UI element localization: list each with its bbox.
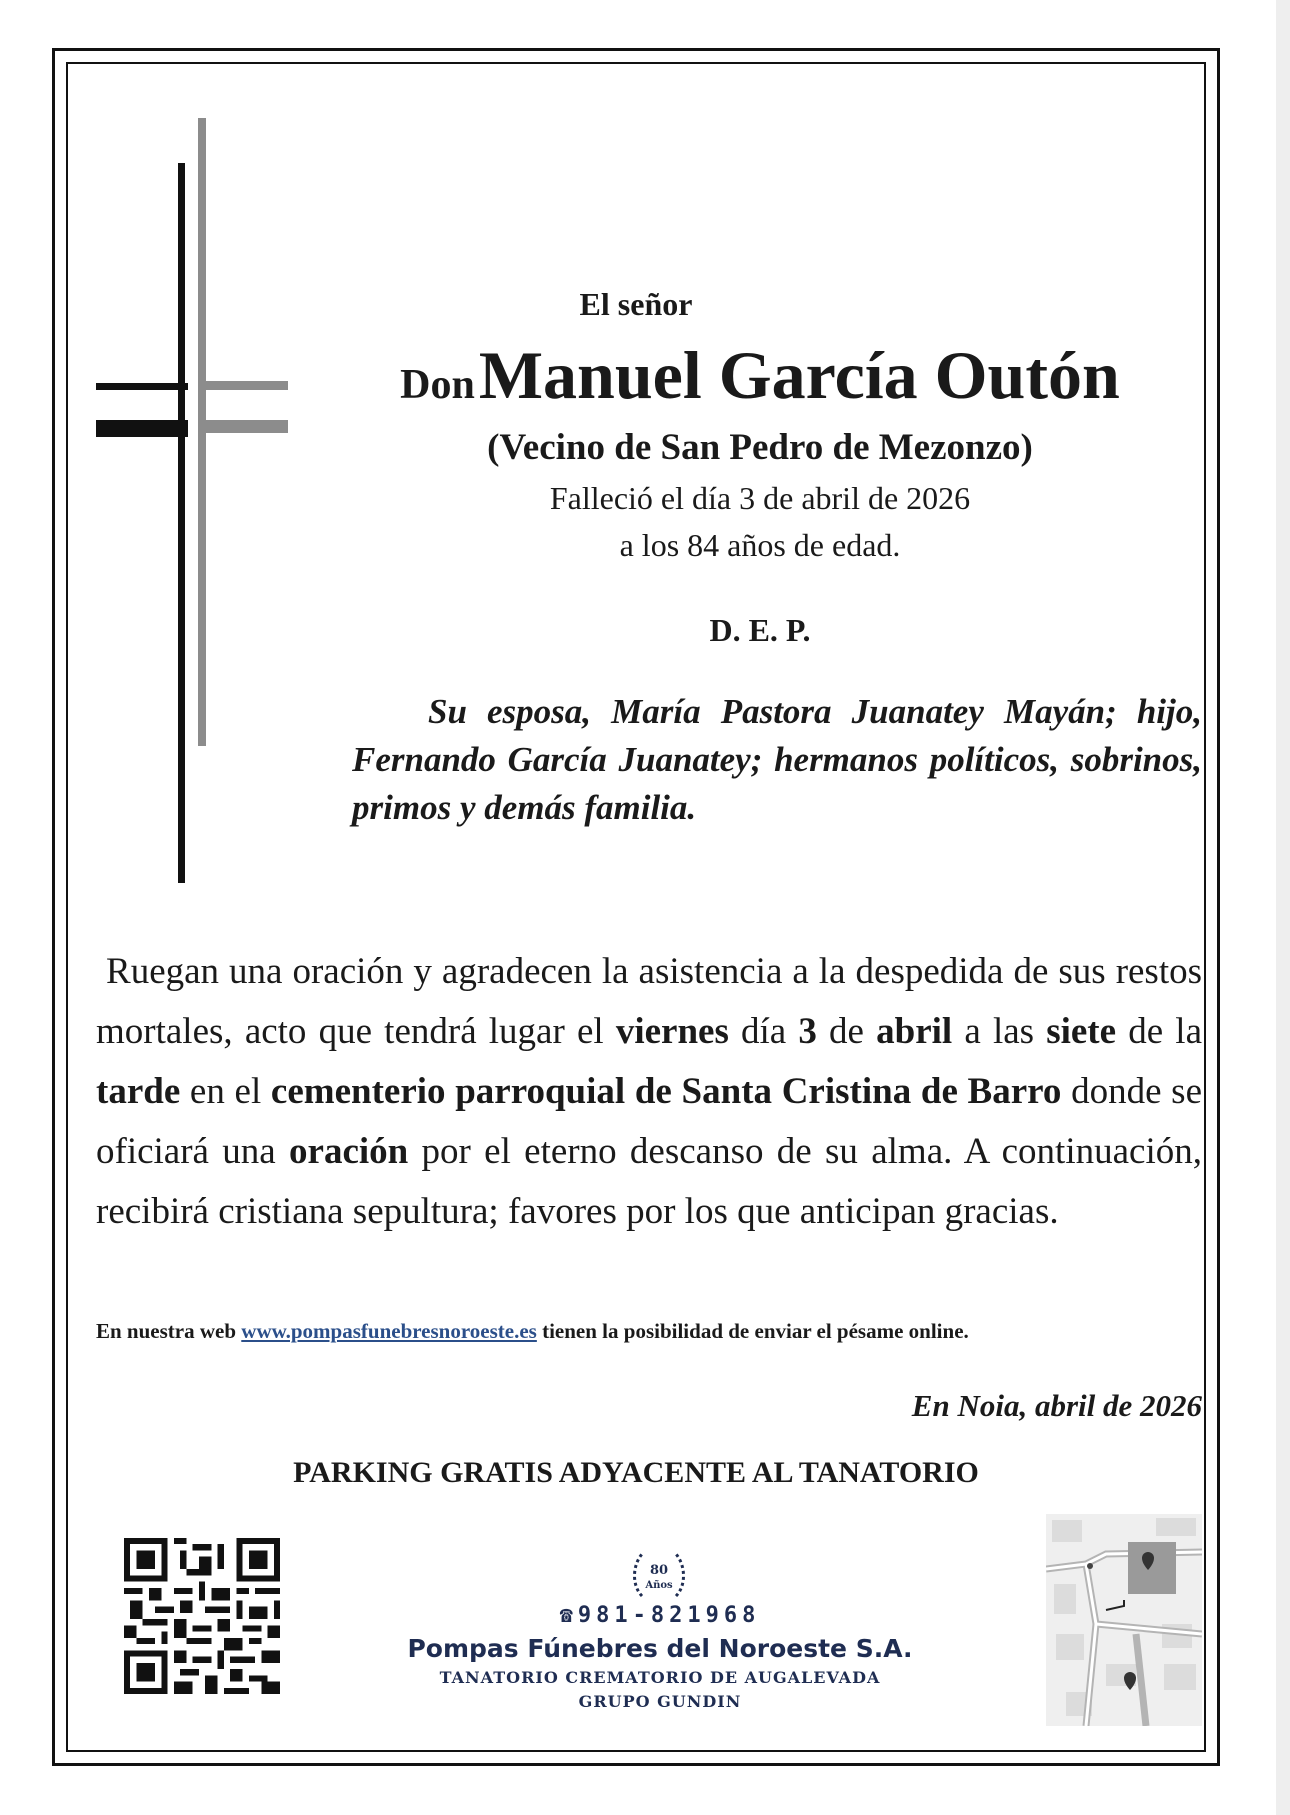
body-text-2: día [728, 1011, 799, 1052]
body-bold-7: oración [289, 1131, 409, 1172]
deceased-title: Don [400, 362, 475, 408]
deceased-name: Manuel García Outón [478, 337, 1120, 413]
seal-label: Años [645, 1580, 673, 1591]
seal-number: 80 [649, 1563, 669, 1578]
body-text-6: en el [180, 1071, 271, 1112]
body-bold-1: viernes [615, 1011, 729, 1052]
web-notice [96, 1319, 1206, 1344]
deceased-name-line [300, 336, 1220, 415]
family-text: Su esposa, María Pastora Juanatey Mayán; hijo, Fernando García Juanatey; hermanos políticos, sobrinos, primos y demás familia. [352, 692, 1202, 827]
body-bold-3: abril [876, 1011, 953, 1052]
body-text-5: de la [1116, 1011, 1203, 1052]
anniversary-seal-icon [628, 1544, 690, 1606]
web-prefix: En nuestra web [96, 1319, 237, 1343]
body-text-8: por el eterno descanso de su alma. A continuación, recibirá cristiana sepultura; favores por los que anticipan gracias. [96, 1131, 1202, 1232]
deceased-age: a los 84 años de edad. [619, 527, 901, 563]
web-suffix: tienen la posibilidad de enviar el pésame online. [542, 1319, 969, 1343]
location-map [1046, 1514, 1202, 1726]
phone-number: 981-821968 [577, 1603, 761, 1628]
death-date: Falleció el día 3 de abril de 2026 [549, 480, 971, 516]
page-edge [1276, 0, 1290, 1815]
telephone-icon: ☎ [559, 1603, 578, 1628]
deceased-residence: (Vecino de San Pedro de Mezonzo) [487, 427, 1033, 468]
body-text-4: a las [952, 1011, 1047, 1052]
website-link[interactable]: www.pompasfunebresnoroeste.es [241, 1319, 537, 1343]
intro-text: El señor [579, 286, 693, 322]
body-text-1: Ruegan una oración y agradecen la asistencia a la despedida de sus restos mortales, acto que tendrá lugar el [96, 951, 1203, 1052]
body-bold-6: cementerio parroquial de Santa Cristina de Barro [270, 1071, 1062, 1112]
body-text-3: de [816, 1011, 877, 1052]
body-bold-2: 3 [798, 1011, 817, 1052]
dep-text: D. E. P. [709, 612, 811, 648]
qr-code-icon [122, 1538, 282, 1694]
place-date: En Noia, abril de 2026 [911, 1388, 1202, 1423]
body-text-7: donde se oficiará una [96, 1071, 1203, 1172]
company-name: Pompas Fúnebres del Noroeste S.A. [407, 1634, 913, 1663]
body-bold-5: tarde [96, 1071, 181, 1112]
parking-notice: PARKING GRATIS ADYACENTE AL TANATORIO [293, 1456, 979, 1489]
tanatorio-name: TANATORIO CREMATORIO DE AUGALEVADA [439, 1668, 881, 1687]
ceremony-paragraph [96, 942, 1202, 1242]
body-bold-4: siete [1046, 1011, 1117, 1052]
phone-line [400, 1603, 920, 1628]
family-list [352, 688, 1202, 832]
group-name: GRUPO GUNDIN [578, 1692, 742, 1711]
